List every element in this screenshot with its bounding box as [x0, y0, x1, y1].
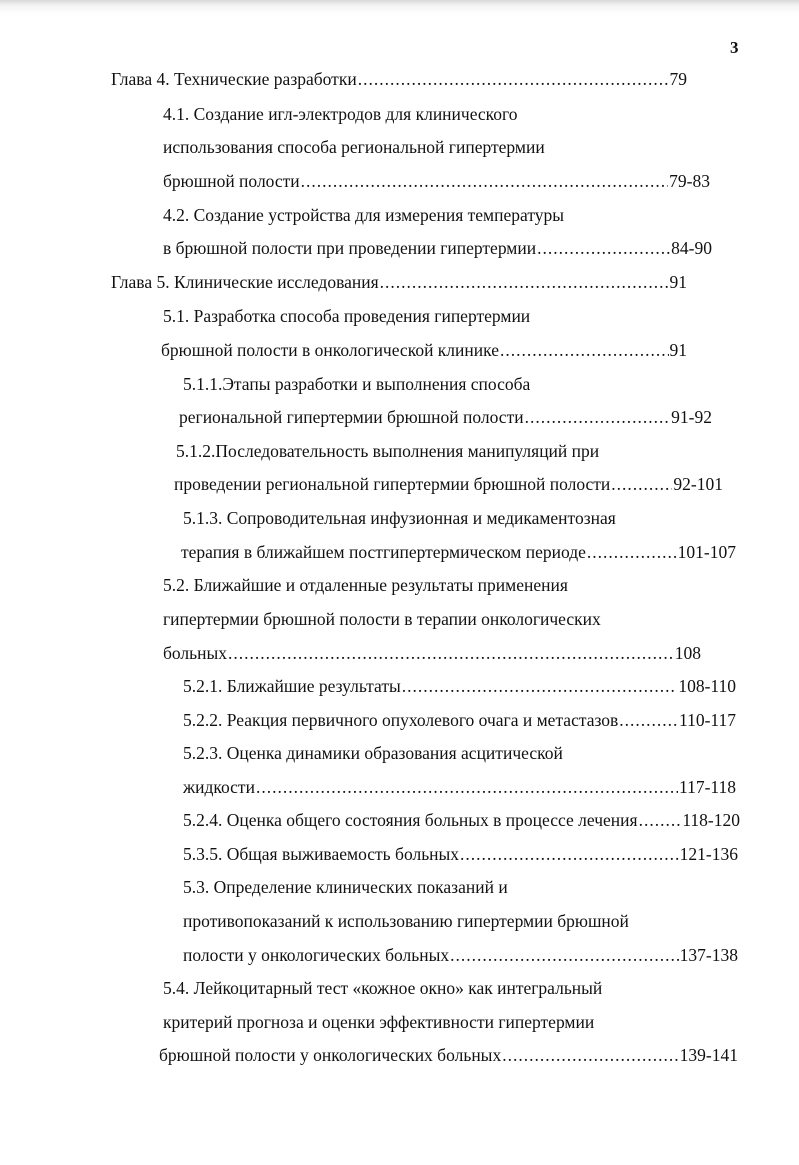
- dot-leader: [525, 402, 671, 432]
- toc-entry-text: 5.3.5. Общая выживаемость больных: [183, 844, 460, 864]
- toc-entry-text: в брюшной полости при проведении гипертермии: [163, 238, 537, 258]
- toc-entry-4-2[interactable]: [163, 233, 712, 263]
- toc-entry-text: брюшной полости у онкологических больных: [159, 1045, 502, 1065]
- toc-entry-text: 5.2. Ближайшие и отдаленные результаты применения: [163, 575, 568, 595]
- toc-entry-text: терапия в ближайшем постгипертермическом периоде: [181, 542, 586, 562]
- toc-entry-page: 108: [674, 643, 701, 663]
- toc-entry-5-1-2[interactable]: [174, 469, 723, 499]
- toc-entry-text: брюшной полости в онкологической клинике: [161, 340, 499, 360]
- toc-entry-page: 91: [669, 340, 687, 360]
- toc-entry-text: проведении региональной гипертермии брюшной полости: [174, 474, 611, 494]
- toc-entry-page: 91: [669, 272, 687, 292]
- toc-entry-5-2-3[interactable]: [183, 772, 736, 802]
- dot-leader: [639, 805, 682, 835]
- dot-leader: [450, 940, 679, 970]
- toc-entry-5-3-5[interactable]: [183, 839, 738, 869]
- toc-entry-5-2-1[interactable]: [183, 671, 736, 701]
- toc-entry-5-1-1[interactable]: [179, 402, 712, 432]
- toc-entry-text: критерий прогноза и оценки эффективности гипертермии: [163, 1012, 595, 1032]
- dot-leader: [500, 335, 669, 365]
- dot-leader: [301, 166, 669, 196]
- dot-leader: [380, 267, 669, 297]
- toc-entry-text: 5.2.4. Оценка общего состояния больных в процессе лечения: [183, 810, 638, 830]
- toc-entry-text: 5.1.3. Сопроводительная инфузионная и медикаментозная: [183, 508, 616, 528]
- toc-entry-page: 79-83: [669, 171, 710, 191]
- toc-entry-page: 92-101: [673, 474, 723, 494]
- toc-entry-text: жидкости: [183, 777, 255, 797]
- toc-entry-4-1[interactable]: [163, 166, 710, 196]
- toc-entry-5-3[interactable]: [183, 940, 738, 970]
- dot-leader: [537, 233, 670, 263]
- dot-leader: [228, 638, 674, 668]
- toc-entry-text: 5.2.1. Ближайшие результаты: [183, 676, 401, 696]
- dot-leader: [256, 772, 678, 802]
- toc-entry-5-2[interactable]: [163, 638, 701, 668]
- toc-entry-text: использования способа региональной гипертермии: [163, 137, 545, 157]
- toc-entry-text: 5.1.2.Последовательность выполнения манипуляций при: [176, 441, 600, 461]
- toc-entry-page: 79: [669, 69, 687, 89]
- toc-entry-page: 117-118: [678, 777, 736, 797]
- toc-entry-text: 5.1.1.Этапы разработки и выполнения способа: [183, 374, 531, 394]
- toc-entry-page: 108-110: [678, 676, 736, 696]
- dot-leader: [358, 64, 669, 94]
- toc-entry-text: 4.2. Создание устройства для измерения температуры: [163, 205, 564, 225]
- toc-entry-text: 5.3. Определение клинических показаний и: [183, 877, 508, 897]
- dot-leader: [460, 839, 679, 869]
- toc-entry-chapter-5[interactable]: [111, 267, 687, 297]
- toc-entry-5-1[interactable]: [161, 335, 687, 365]
- dot-leader: [502, 1040, 678, 1070]
- toc-entry-text: противопоказаний к использованию гипертермии брюшной: [183, 911, 629, 931]
- toc-entry-text: 4.1. Создание игл-электродов для клинического: [163, 104, 518, 124]
- toc-entry-5-2-4[interactable]: [183, 805, 740, 835]
- dot-leader: [619, 705, 678, 735]
- toc-entry-page: 110-117: [678, 710, 736, 730]
- toc-entry-5-1-3[interactable]: [181, 537, 736, 567]
- toc-entry-page: 101-107: [677, 542, 736, 562]
- toc-entry-page: 118-120: [682, 810, 740, 830]
- dot-leader: [611, 469, 672, 499]
- toc-entry-text: региональной гипертермии брюшной полости: [179, 407, 524, 427]
- toc-entry-chapter-4[interactable]: [111, 64, 687, 94]
- toc-entry-5-4[interactable]: [159, 1040, 738, 1070]
- dot-leader: [402, 671, 678, 701]
- toc-entry-text: 5.1. Разработка способа проведения гипертермии: [163, 306, 531, 326]
- toc-entry-page: 139-141: [679, 1045, 738, 1065]
- toc-entry-text: 5.2.2. Реакция первичного опухолевого очага и метастазов: [183, 710, 619, 730]
- toc-entry-5-2-2[interactable]: [183, 705, 736, 735]
- toc-entry-page: 121-136: [679, 844, 738, 864]
- toc-entry-page: 137-138: [679, 945, 738, 965]
- toc-entry-page: 91-92: [671, 407, 712, 427]
- toc-entry-text: брюшной полости: [163, 171, 300, 191]
- toc-entry-text: 5.4. Лейкоцитарный тест «кожное окно» как интегральный: [163, 978, 603, 998]
- toc-entry-text: больных: [163, 643, 228, 663]
- toc-entry-page: 84-90: [671, 238, 712, 258]
- dot-leader: [587, 537, 677, 567]
- scan-edge: [0, 0, 799, 14]
- toc-entry-text: полости у онкологических больных: [183, 945, 450, 965]
- toc-entry-text: Глава 5. Клинические исследования: [111, 272, 379, 292]
- toc-entry-text: Глава 4. Технические разработки: [111, 69, 357, 89]
- toc-entry-text: 5.2.3. Оценка динамики образования асцитической: [183, 743, 563, 763]
- page-number: 3: [730, 38, 739, 57]
- toc-entry-text: гипертермии брюшной полости в терапии онкологических: [163, 609, 601, 629]
